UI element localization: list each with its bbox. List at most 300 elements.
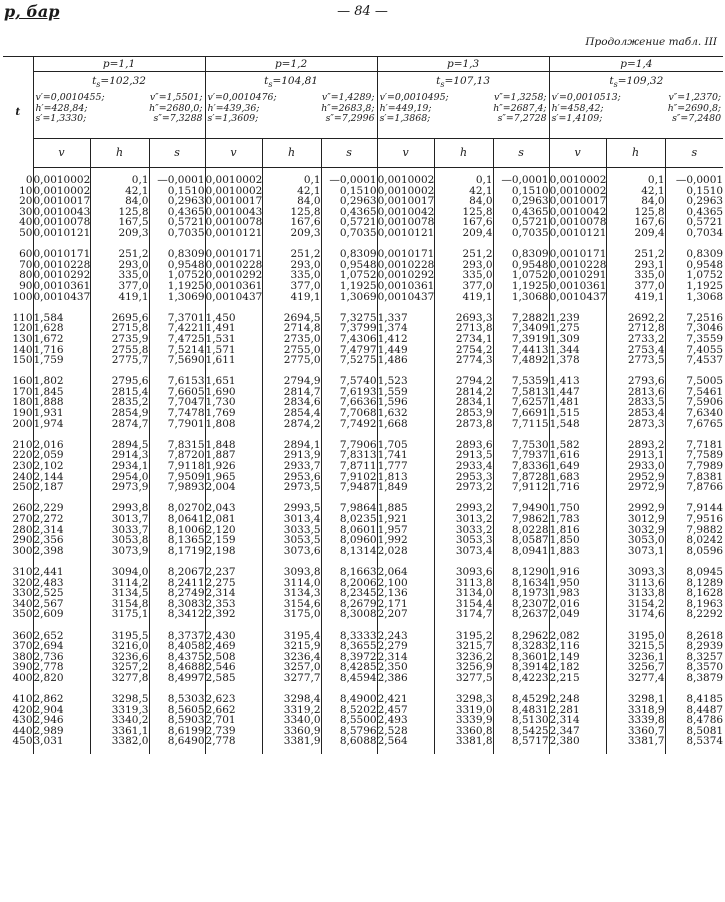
- s-cell: 8,4786: [665, 715, 723, 726]
- h-cell: 42,1: [606, 186, 665, 197]
- table-row: [3, 175, 723, 186]
- h-cell: 2833,5: [606, 397, 665, 408]
- h-cell: 3298,5: [90, 694, 149, 705]
- h-cell: 2913,5: [434, 450, 493, 461]
- h-cell: 3013,2: [434, 514, 493, 525]
- v-cell: 0,0010002: [33, 184, 91, 197]
- v-cell: 2,392: [205, 609, 262, 620]
- v-cell: 1,649: [549, 461, 606, 472]
- v-cell: 0,0010002: [549, 184, 607, 197]
- v-cell: 1,716: [33, 345, 90, 356]
- s-cell: 7,8381: [665, 472, 723, 483]
- s-cell: 8,4375: [149, 652, 205, 663]
- h-cell: 3381,7: [606, 736, 665, 747]
- s-cell: 7,7906: [321, 440, 377, 451]
- s-cell: 7,6153: [149, 376, 205, 387]
- s-cell: 7,8720: [149, 450, 205, 461]
- s-cell: 8,0242: [665, 535, 723, 546]
- ts-value: =104,81: [272, 75, 318, 87]
- h-cell: 2972,9: [606, 482, 665, 493]
- v-cell: 1,813: [377, 472, 434, 483]
- h-cell: 293,0: [434, 260, 493, 271]
- s-cell: 7,9509: [149, 472, 205, 483]
- temperature-cell: 420: [12, 703, 33, 716]
- s-cell: 8,4487: [665, 705, 723, 716]
- h-cell: 3256,7: [606, 662, 665, 673]
- s-cell: 7,6257: [493, 397, 549, 408]
- h-cell: 3113,8: [434, 578, 493, 589]
- v-cell: 2,016: [549, 599, 606, 610]
- h-cell: 3154,4: [434, 599, 493, 610]
- h-cell: 3236,2: [434, 652, 493, 663]
- s-cell: 1,1925: [493, 281, 549, 292]
- h-cell: 3134,0: [434, 588, 493, 599]
- h-cell: 377,0: [434, 281, 493, 292]
- column-header-s: s: [665, 139, 723, 168]
- s-cell: 0,5721: [149, 217, 205, 228]
- table-row: [3, 355, 723, 366]
- s-cell: —0,0001: [321, 175, 377, 186]
- s-cell: 0,7035: [321, 228, 377, 239]
- s-cell: 1,1925: [321, 281, 377, 292]
- s-cell: 8,3008: [321, 609, 377, 620]
- s-cell: 7,6340: [665, 408, 723, 419]
- s-cell: 0,5721: [493, 217, 549, 228]
- saturation-value: v′=0,0010513;: [551, 92, 621, 104]
- h-cell: 377,0: [262, 281, 321, 292]
- v-cell: 1,783: [549, 514, 606, 525]
- s-cell: 8,5425: [493, 726, 549, 737]
- v-cell: 1,845: [33, 387, 90, 398]
- h-cell: 3073,9: [90, 546, 149, 557]
- s-cell: 0,5721: [665, 217, 723, 228]
- ts-subscript: s: [440, 80, 445, 90]
- s-cell: 8,1289: [665, 578, 723, 589]
- temperature-cell: 250: [12, 481, 33, 494]
- s-cell: 7,7115: [493, 419, 549, 430]
- h-cell: 2973,5: [262, 482, 321, 493]
- temperature-cell: 0: [25, 174, 33, 186]
- column-header-h: h: [90, 139, 149, 168]
- s-cell: 8,2637: [493, 609, 549, 620]
- h-cell: 84,0: [606, 196, 665, 207]
- h-cell: 3053,3: [434, 535, 493, 546]
- temperature-cell: 190: [12, 407, 33, 420]
- s-cell: 0,8309: [149, 249, 205, 260]
- v-cell: 2,144: [33, 472, 90, 483]
- s-cell: 8,3972: [321, 652, 377, 663]
- s-cell: 7,6691: [493, 408, 549, 419]
- temperature-cell: 230: [12, 460, 33, 473]
- v-cell: 2,585: [205, 673, 262, 684]
- table-row: [3, 609, 723, 620]
- h-cell: 3360,7: [606, 726, 665, 737]
- h-cell: 3093,8: [262, 567, 321, 578]
- saturation-cell-1: [205, 72, 377, 139]
- v-cell: 2,469: [205, 641, 262, 652]
- h-cell: 2815,4: [90, 387, 149, 398]
- column-header-s: s: [321, 139, 377, 168]
- v-cell: 2,049: [549, 609, 606, 620]
- pressure-header-2: p=1,3: [377, 57, 549, 72]
- h-cell: 3236,6: [90, 652, 149, 663]
- h-cell: 2934,1: [90, 461, 149, 472]
- s-cell: 8,5202: [321, 705, 377, 716]
- v-cell: 0,0010002: [377, 174, 435, 186]
- h-cell: 3154,8: [90, 599, 149, 610]
- temperature-cell: 400: [12, 671, 33, 684]
- v-cell: 2,314: [205, 588, 262, 599]
- v-cell: 1,596: [377, 397, 434, 408]
- s-cell: 7,9862: [493, 514, 549, 525]
- v-cell: 2,528: [377, 726, 434, 737]
- h-cell: 3175,1: [90, 609, 149, 620]
- v-cell: 1,683: [549, 472, 606, 483]
- h-cell: 2793,6: [606, 376, 665, 387]
- saturation-values: [206, 93, 377, 124]
- h-cell: 3216,0: [90, 641, 149, 652]
- s-cell: 7,9882: [665, 525, 723, 536]
- s-cell: 8,1634: [493, 578, 549, 589]
- h-cell: 3340,0: [262, 715, 321, 726]
- h-cell: 3298,3: [434, 694, 493, 705]
- h-cell: 2953,3: [434, 472, 493, 483]
- v-cell: 0,0010017: [377, 195, 435, 208]
- s-cell: 7,5461: [665, 387, 723, 398]
- ts-value: =109,32: [617, 75, 664, 87]
- table-row: [3, 292, 723, 303]
- h-cell: 3195,0: [606, 631, 665, 642]
- temperature-cell: 430: [12, 714, 33, 727]
- s-cell: 7,7901: [149, 419, 205, 430]
- column-header-row: [3, 139, 723, 168]
- s-cell: 8,3914: [493, 662, 549, 673]
- v-cell: 2,652: [33, 631, 90, 642]
- s-cell: 7,9487: [321, 482, 377, 493]
- s-cell: 0,9548: [665, 260, 723, 271]
- column-header-v: v: [205, 139, 262, 168]
- ts-subscript: s: [613, 80, 618, 90]
- v-cell: 2,904: [33, 705, 90, 716]
- h-cell: 125,8: [606, 207, 665, 218]
- temperature-cell: 200: [12, 417, 33, 430]
- h-cell: 2853,9: [434, 408, 493, 419]
- h-cell: 3236,4: [262, 652, 321, 663]
- s-cell: 7,5906: [665, 397, 723, 408]
- h-cell: 3319,3: [90, 705, 149, 716]
- s-cell: 8,4185: [665, 694, 723, 705]
- ts-label: t: [92, 75, 97, 87]
- s-cell: 7,6765: [665, 419, 723, 430]
- v-cell: 0,0010043: [33, 205, 91, 218]
- v-cell: 1,447: [549, 387, 606, 398]
- s-cell: 7,3559: [665, 334, 723, 345]
- s-cell: 8,1719: [149, 546, 205, 557]
- s-cell: 0,9548: [321, 260, 377, 271]
- h-cell: 42,1: [262, 186, 321, 197]
- temperature-cell: 310: [12, 565, 33, 578]
- v-cell: 2,508: [205, 652, 262, 663]
- s-cell: 8,2679: [321, 599, 377, 610]
- s-cell: 0,2963: [665, 196, 723, 207]
- s-cell: 8,4529: [493, 694, 549, 705]
- v-cell: 2,380: [549, 736, 606, 747]
- h-cell: 42,1: [434, 186, 493, 197]
- v-cell: 2,275: [205, 578, 262, 589]
- s-cell: 8,2939: [665, 641, 723, 652]
- h-cell: 2835,2: [90, 397, 149, 408]
- h-cell: 3134,3: [262, 588, 321, 599]
- s-cell: 8,0587: [493, 535, 549, 546]
- h-cell: 2993,2: [434, 503, 493, 514]
- saturation-value: h″=2683,8;: [321, 102, 375, 114]
- temperature-cell: 80: [19, 269, 33, 282]
- h-cell: 2973,9: [90, 482, 149, 493]
- h-cell: 2874,2: [262, 419, 321, 430]
- v-cell: 2,701: [205, 715, 262, 726]
- s-cell: 8,4594: [321, 673, 377, 684]
- h-cell: 84,0: [90, 196, 149, 207]
- table-body: [3, 168, 723, 755]
- saturation-value: v″=1,2370;: [668, 92, 722, 104]
- temperature-cell: 60: [19, 248, 33, 261]
- h-cell: 209,4: [606, 228, 665, 239]
- saturation-value: v′=0,0010476;: [207, 92, 277, 104]
- s-cell: 7,7530: [493, 440, 549, 451]
- v-cell: 2,182: [549, 662, 606, 673]
- v-cell: 2,736: [33, 652, 90, 663]
- h-cell: 2794,2: [434, 376, 493, 387]
- s-cell: 8,2307: [493, 599, 549, 610]
- h-cell: 3012,9: [606, 514, 665, 525]
- v-cell: 1,741: [377, 450, 434, 461]
- saturation-temperature: [378, 72, 549, 90]
- s-cell: 7,8313: [321, 450, 377, 461]
- v-cell: 2,457: [377, 705, 434, 716]
- h-cell: 2854,9: [90, 408, 149, 419]
- h-cell: 3381,9: [262, 736, 321, 747]
- v-cell: 2,043: [205, 503, 262, 514]
- temperature-cell: 300: [12, 544, 33, 557]
- v-cell: 2,820: [33, 673, 90, 684]
- v-cell: 1,515: [549, 408, 606, 419]
- saturation-value: h″=2680,0;: [149, 102, 203, 114]
- h-cell: 2775,7: [90, 355, 149, 366]
- h-cell: 2694,5: [262, 313, 321, 324]
- v-cell: 0,0010228: [549, 258, 607, 271]
- s-cell: 7,9144: [665, 503, 723, 514]
- v-cell: 2,525: [33, 588, 90, 599]
- h-cell: 2933,4: [434, 461, 493, 472]
- v-cell: 2,778: [205, 736, 262, 747]
- s-cell: 7,8728: [493, 472, 549, 483]
- h-cell: 3033,7: [90, 525, 149, 536]
- s-cell: 1,0752: [149, 270, 205, 281]
- ts-value: =107,13: [444, 75, 491, 87]
- h-cell: 84,0: [434, 196, 493, 207]
- h-cell: 209,3: [262, 228, 321, 239]
- v-cell: 1,730: [205, 397, 262, 408]
- h-cell: 2735,9: [90, 334, 149, 345]
- h-cell: 209,4: [434, 228, 493, 239]
- s-cell: 8,4688: [149, 662, 205, 673]
- h-cell: 2913,1: [606, 450, 665, 461]
- saturation-value: s′=1,3868;: [379, 112, 431, 124]
- h-cell: 2854,4: [262, 408, 321, 419]
- h-cell: 3174,7: [434, 609, 493, 620]
- v-cell: 2,159: [205, 535, 262, 546]
- v-cell: 0,0010171: [377, 248, 435, 261]
- v-cell: 1,992: [377, 535, 434, 546]
- h-cell: 3032,9: [606, 525, 665, 536]
- h-cell: 2693,3: [434, 313, 493, 324]
- s-cell: 7,5359: [493, 376, 549, 387]
- saturation-value: v′=0,0010455;: [35, 92, 105, 104]
- v-cell: 1,491: [205, 323, 262, 334]
- temperature-cell: 340: [12, 597, 33, 610]
- v-cell: 2,430: [205, 631, 262, 642]
- s-cell: 8,1290: [493, 567, 549, 578]
- s-cell: 7,6605: [149, 387, 205, 398]
- v-cell: 0,0010361: [549, 279, 607, 292]
- h-cell: 2755,8: [90, 345, 149, 356]
- saturation-value: v″=1,4289;: [321, 92, 375, 104]
- s-cell: 8,4900: [321, 694, 377, 705]
- v-cell: 0,0010002: [33, 174, 91, 186]
- column-header-v: v: [377, 139, 434, 168]
- column-header-h: h: [434, 139, 493, 168]
- v-cell: 1,668: [377, 419, 434, 430]
- h-cell: 125,8: [90, 207, 149, 218]
- v-cell: 2,989: [33, 726, 90, 737]
- h-cell: 2735,0: [262, 334, 321, 345]
- h-cell: 335,0: [606, 270, 665, 281]
- s-cell: 7,3701: [149, 313, 205, 324]
- h-cell: 335,0: [434, 270, 493, 281]
- saturation-value: h′=439,36;: [207, 102, 260, 114]
- s-cell: 7,9516: [665, 514, 723, 525]
- h-cell: 2715,8: [90, 323, 149, 334]
- v-cell: 0,0010292: [377, 269, 435, 282]
- h-cell: 2873,3: [606, 419, 665, 430]
- h-cell: 3033,2: [434, 525, 493, 536]
- temperature-cell: 360: [12, 629, 33, 642]
- h-cell: 3339,9: [434, 715, 493, 726]
- h-cell: 2893,6: [434, 440, 493, 451]
- v-cell: 2,567: [33, 599, 90, 610]
- h-cell: 3113,6: [606, 578, 665, 589]
- spacer-row: [3, 620, 723, 631]
- s-cell: 8,1663: [321, 567, 377, 578]
- v-cell: 0,0010042: [377, 205, 435, 218]
- s-cell: 8,5903: [149, 715, 205, 726]
- v-cell: 2,739: [205, 726, 262, 737]
- h-cell: 2714,8: [262, 323, 321, 334]
- h-cell: 2755,0: [262, 345, 321, 356]
- s-cell: 8,4285: [321, 662, 377, 673]
- temperature-cell: 100: [12, 290, 33, 303]
- s-cell: 8,5081: [665, 726, 723, 737]
- s-cell: 1,1925: [149, 281, 205, 292]
- h-cell: 251,2: [262, 249, 321, 260]
- saturation-value: h′=428,84;: [35, 102, 88, 114]
- v-cell: 1,632: [377, 408, 434, 419]
- ts-label: t: [609, 75, 614, 87]
- h-cell: 3381,8: [434, 736, 493, 747]
- s-cell: 8,0641: [149, 514, 205, 525]
- v-cell: 2,483: [33, 578, 90, 589]
- v-cell: 1,616: [549, 450, 606, 461]
- s-cell: 7,8766: [665, 482, 723, 493]
- h-cell: 3382,0: [90, 736, 149, 747]
- h-cell: 3195,4: [262, 631, 321, 642]
- temperature-cell: 240: [12, 470, 33, 483]
- column-header-h: h: [606, 139, 665, 168]
- saturation-values: [378, 93, 549, 124]
- v-cell: 1,705: [377, 440, 434, 451]
- steam-properties-table: [3, 56, 723, 754]
- v-cell: 0,0010292: [33, 269, 91, 282]
- column-header-v: v: [549, 139, 606, 168]
- saturation-value: s′=1,3330;: [35, 112, 87, 124]
- v-cell: 2,243: [377, 631, 434, 642]
- v-cell: 0,0010002: [549, 174, 607, 186]
- h-cell: 3175,0: [262, 609, 321, 620]
- h-cell: 3236,1: [606, 652, 665, 663]
- v-cell: 2,347: [549, 726, 606, 737]
- table-row: [3, 228, 723, 239]
- h-cell: 0,1: [606, 175, 665, 186]
- s-cell: 0,1510: [149, 186, 205, 197]
- s-cell: 7,4797: [321, 345, 377, 356]
- v-cell: 0,0010078: [205, 216, 263, 229]
- s-cell: 7,4306: [321, 334, 377, 345]
- s-cell: 8,1963: [665, 599, 723, 610]
- h-cell: 2933,7: [262, 461, 321, 472]
- s-cell: 8,0596: [665, 546, 723, 557]
- s-cell: 8,3879: [665, 673, 723, 684]
- saturation-value: h′=449,19;: [379, 102, 432, 114]
- s-cell: 7,3046: [665, 323, 723, 334]
- h-cell: 2993,8: [90, 503, 149, 514]
- saturation-values: [34, 93, 205, 124]
- h-cell: 0,1: [434, 175, 493, 186]
- ts-value: =102,32: [100, 75, 146, 87]
- saturation-cell-0: [33, 72, 205, 139]
- s-cell: 8,1365: [149, 535, 205, 546]
- v-cell: 2,059: [33, 450, 90, 461]
- s-cell: 8,0960: [321, 535, 377, 546]
- s-cell: 8,2618: [665, 631, 723, 642]
- s-cell: —0,0001: [493, 175, 549, 186]
- s-cell: 0,4365: [149, 207, 205, 218]
- s-cell: 7,2882: [493, 313, 549, 324]
- s-cell: 8,5303: [149, 694, 205, 705]
- h-cell: 2695,6: [90, 313, 149, 324]
- saturation-cell-2: [377, 72, 549, 139]
- v-cell: 0,0010171: [549, 248, 607, 261]
- ts-subscript: s: [96, 80, 101, 90]
- h-cell: 3094,0: [90, 567, 149, 578]
- v-cell: 3,031: [33, 736, 90, 747]
- h-cell: 3215,9: [262, 641, 321, 652]
- table-row: [3, 419, 723, 430]
- v-cell: 2,356: [33, 535, 90, 546]
- s-cell: 8,5374: [665, 736, 723, 747]
- v-cell: 1,628: [33, 323, 90, 334]
- v-cell: 1,413: [549, 376, 606, 387]
- h-cell: 2992,9: [606, 503, 665, 514]
